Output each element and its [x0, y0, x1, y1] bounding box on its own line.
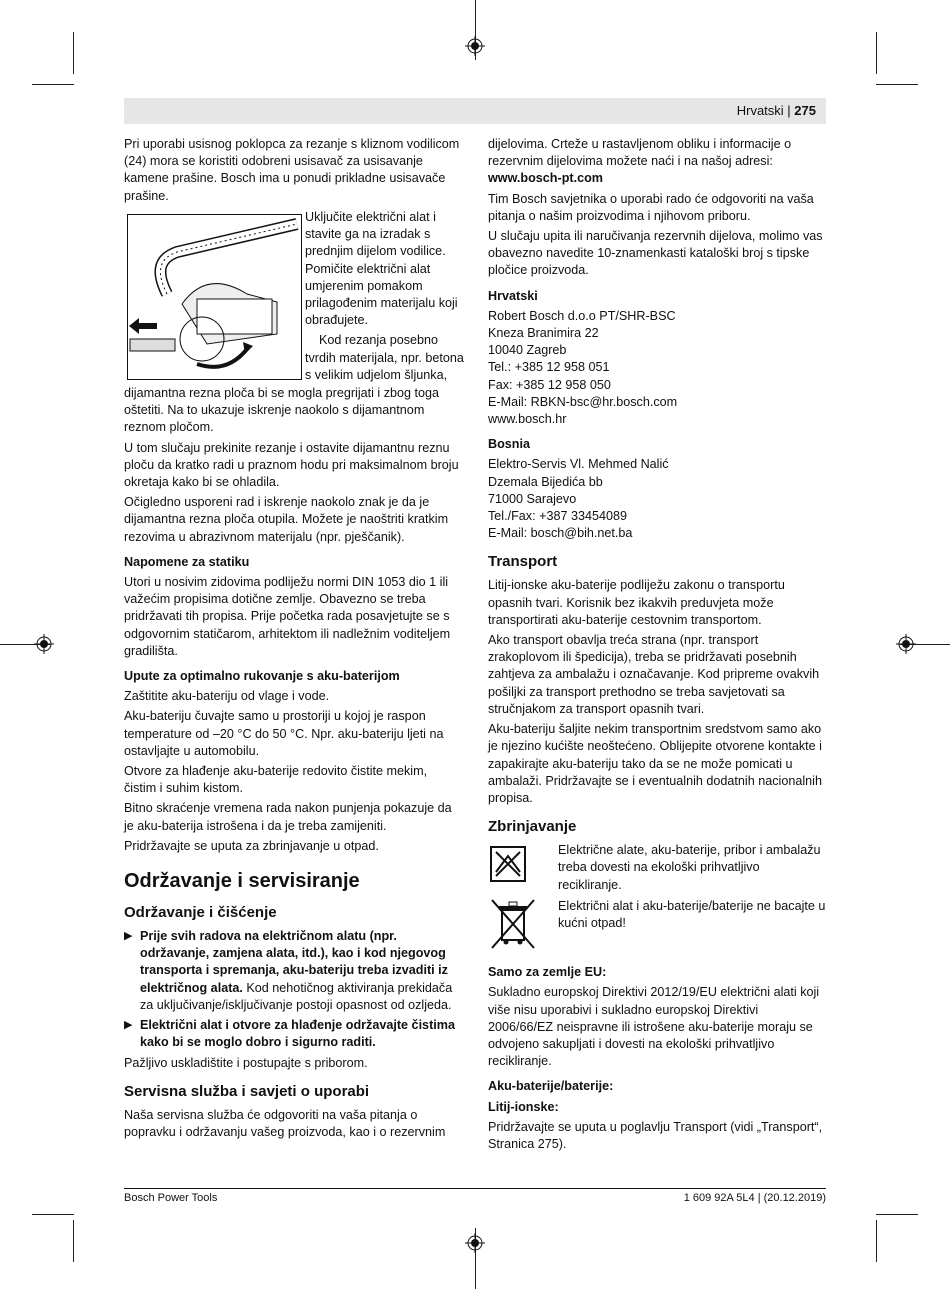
store-paragraph: Pažljivo uskladištite i postupajte s priborom. [124, 1055, 368, 1070]
crop-mark [73, 32, 74, 74]
disposal-bin-row [488, 898, 826, 956]
eu-heading: Samo za zemlje EU: [488, 965, 607, 980]
battery-paragraph-2: Aku-bateriju čuvajte samo u prostoriji u kojoj je raspon temperature od –20 °C do 50 °C. Npr. aku-bateriju ljeti na ostavljajte u automobilu. [124, 709, 444, 758]
crop-mark [876, 1220, 877, 1262]
address-line: Robert Bosch d.o.o PT/SHR-BSC [488, 308, 676, 323]
transport-paragraph-2: Ako transport obavlja treća strana (npr. transport zrakoplovom ili špedicija), treba se pridržavati posebnih zahtjeva za ambalažu i označavanje. Kod pripreme ovakvih pošiljki za transport prethodno se treba savjetovati sa stručnjakom za transport opasnih tvari. [488, 633, 820, 716]
battery-paragraph-4: Bitno skraćenje vremena rada nakon punjenja pokazuje da je aku-baterija istrošena i da je treba zamijeniti. [124, 801, 452, 833]
liion-paragraph: Pridržavajte se uputa u poglavlju Transport (vidi „Transport“, Stranica 275). [488, 1119, 823, 1151]
recycle-tools-icon [490, 846, 526, 882]
interrupt-paragraph: U tom slučaju prekinite rezanje i ostavite dijamantnu reznu ploču da kratko radi u praznom hodu pri maksimalnom broju okretaja kako bi se ohladila. [124, 440, 459, 490]
battery-paragraph-3: Otvore za hlađenje aku-baterije redovito čistite mekim, čistim i suhim kistom. [124, 764, 428, 796]
figure-text: Uključite električni alat i stavite ga na izradak s prednjim dijelom vodilice. Pomičite električni alat umjerenim pomakom prilagođenim materijalu koji obrađujete. [305, 210, 458, 328]
cutting-guide-illustration [127, 214, 302, 380]
address-line: 71000 Sarajevo [488, 491, 577, 506]
email-link[interactable]: E-Mail: bosch@bih.net.ba [488, 526, 633, 541]
address-line: Fax: +385 12 958 050 [488, 377, 611, 392]
bosnia-heading: Bosnia [488, 437, 530, 452]
dull-paragraph: Očigledno usporeni rad i iskrenje naokolo znak je da je dijamantna rezna ploča otupila. Možete je naoštriti kratkim rezovima u abrazivnom materijalu (npr. pješčanik). [124, 495, 449, 544]
figure-text-continued: dijamantna rezna ploča bi se mogla pregrijati i zbog toga oštetiti. Na to ukazuje iskrenje naokolo s dijamantnom reznom pločom. [124, 386, 440, 435]
bullet-item-1 [124, 928, 462, 1014]
page-header [124, 98, 826, 124]
crop-mark [876, 1214, 918, 1215]
team-paragraph: Tim Bosch savjetnika o uporabi rado će odgovoriti na vaša pitanja o našim proizvodima i njihovom priboru. [488, 191, 814, 223]
croatia-heading: Hrvatski [488, 288, 538, 303]
statics-heading: Napomene za statiku [124, 554, 250, 569]
statics-paragraph: Utori u nosivim zidovima podliježu normi DIN 1053 dio 1 ili važećim propisima dotične zemlje. Obavezno se treba pridržavati tih propisa. Prije početka rada posavjetujte se s odgovornim statičarom, arhitektom ili nadležnim voditeljem gradilišta. [124, 575, 451, 658]
registration-mark-icon [896, 634, 916, 654]
crop-mark [32, 84, 74, 85]
croatia-address [488, 308, 826, 428]
bullet-triangle-icon: ▶ [124, 1019, 133, 1032]
service-paragraph: Naša servisna služba će odgovoriti na vaša pitanja o popravku i održavanju vašeg proizvoda, kao i o rezervnim [124, 1107, 446, 1139]
disposal-paragraph-1: Električne alate, aku-baterije, pribor i ambalažu treba dovesti na ekološki prihvatljivo recikliranje. [558, 843, 821, 892]
address-line: 10040 Zagreb [488, 343, 567, 358]
transport-heading: Transport [488, 553, 558, 571]
figure-caption [305, 209, 465, 387]
footer-left: Bosch Power Tools [124, 1192, 218, 1204]
header-language: Hrvatski [736, 103, 784, 118]
footer-right: 1 609 92A 5L4 | (20.12.2019) [683, 1192, 826, 1204]
crop-mark [876, 32, 877, 74]
crop-mark [876, 84, 918, 85]
battery-heading: Upute za optimalno rukovanje s aku-baterijom [124, 669, 400, 684]
address-line: Elektro-Servis Vl. Mehmed Nalić [488, 457, 669, 472]
registration-mark-icon [34, 634, 54, 654]
liion-heading: Litij-ionske: [488, 1099, 559, 1114]
registration-mark-icon [465, 1233, 485, 1253]
footer-rule [124, 1188, 826, 1189]
page-number: 275 [794, 103, 816, 118]
bosnia-address [488, 456, 826, 542]
bullet-1-rest: Kod nehotičnog aktiviranja prekidača za uključivanje/isključivanje postoji opasnost od ozljeda. [140, 980, 453, 1012]
maintenance-heading: Održavanje i servisiranje [124, 870, 360, 893]
intro-paragraph: Pri uporabi usisnog poklopca za rezanje s kliznom vodilicom (24) mora se koristiti odobreni usisavač za usisavanje kamene prašine. Bosch ima u ponudi prikladne usisavače prašine. [124, 137, 460, 203]
crop-mark [32, 1214, 74, 1215]
service-heading: Servisna služba i savjeti o uporabi [124, 1082, 370, 1100]
bullet-item-2 [124, 1017, 462, 1051]
crossed-bin-icon [490, 898, 536, 952]
website-link[interactable]: www.bosch.hr [488, 412, 567, 427]
bullet-triangle-icon: ▶ [124, 930, 133, 943]
left-column-main [124, 385, 462, 1144]
disposal-heading: Zbrinjavanje [488, 818, 577, 836]
disposal-paragraph-2: Električni alat i aku-baterije/baterije ne bacajte u kućni otpad! [558, 899, 826, 931]
cleaning-heading: Održavanje i čišćenje [124, 904, 277, 922]
bullet-1-bold: Prije svih radova na električnom alatu (npr. održavanje, zamjena alata, itd.), kao i kod njegovog transporta i spremanja, aku-bateriju treba izvaditi iz električnog alata. [140, 929, 448, 995]
registration-mark-icon [465, 36, 485, 56]
transport-paragraph-3: Aku-bateriju šaljite nekim transportnim sredstvom samo ako je njezino kućište neoštećeno. Oblijepite otvorene kontakte i zapakirajte aku-bateriju tako da se ne može pomicati u ambalaži. Pridržavajte se i eventualnih dodatnih nacionalnih propisa. [488, 722, 822, 805]
crop-mark [73, 1220, 74, 1262]
eu-paragraph: Sukladno europskoj Direktivi 2012/19/EU električni alati koji više nisu uporabivi i sukladno europskoj Direktivi 2006/66/EZ neispravne ili istrošene aku-baterije moraju se odvojeno sakupljati i dovesti na ekološki prihvatljivo recikliranje. [488, 985, 820, 1069]
address-line: Dzemala Bijedića bb [488, 474, 603, 489]
order-paragraph: U slučaju upita ili naručivanja rezervnih dijelova, molimo vas obavezno navedite 10-znamenkasti kataloški broj s tipske pločice proizvoda. [488, 229, 823, 278]
figure-text-2: Kod rezanja posebno tvrdih materijala, npr. betona s velikim udjelom šljunka, [305, 333, 464, 382]
battery-paragraph-5: Pridržavajte se uputa za zbrinjavanje u otpad. [124, 838, 379, 853]
address-line: Tel.: +385 12 958 051 [488, 360, 610, 375]
address-line: Kneza Branimira 22 [488, 326, 599, 341]
service-continued-text: dijelovima. Crteže u rastavljenom obliku i informacije o rezervnim dijelovima možete naći i na našoj adresi: [488, 137, 792, 169]
website-link[interactable]: www.bosch-pt.com [488, 171, 603, 186]
left-column-intro [124, 136, 462, 208]
header-text: Hrvatski | 275 [736, 103, 816, 118]
batteries-heading: Aku-baterije/baterije: [488, 1079, 614, 1094]
right-column [488, 136, 826, 1156]
bullet-2-bold: Električni alat i otvore za hlađenje održavajte čistima kako bi se moglo dobro i sigurno raditi. [140, 1018, 455, 1050]
address-line: Tel./Fax: +387 33454089 [488, 509, 627, 524]
transport-paragraph-1: Litij-ionske aku-baterije podliježu zakonu o transportu opasnih tvari. Korisnik bez ikakvih preduvjeta može transportirati aku-baterije cestovnim transportom. [488, 578, 785, 627]
disposal-recycle-row [488, 842, 826, 898]
service-continued [488, 136, 826, 188]
battery-paragraph-1: Zaštitite aku-bateriju od vlage i vode. [124, 689, 330, 704]
email-link[interactable]: E-Mail: RBKN-bsc@hr.bosch.com [488, 394, 678, 409]
